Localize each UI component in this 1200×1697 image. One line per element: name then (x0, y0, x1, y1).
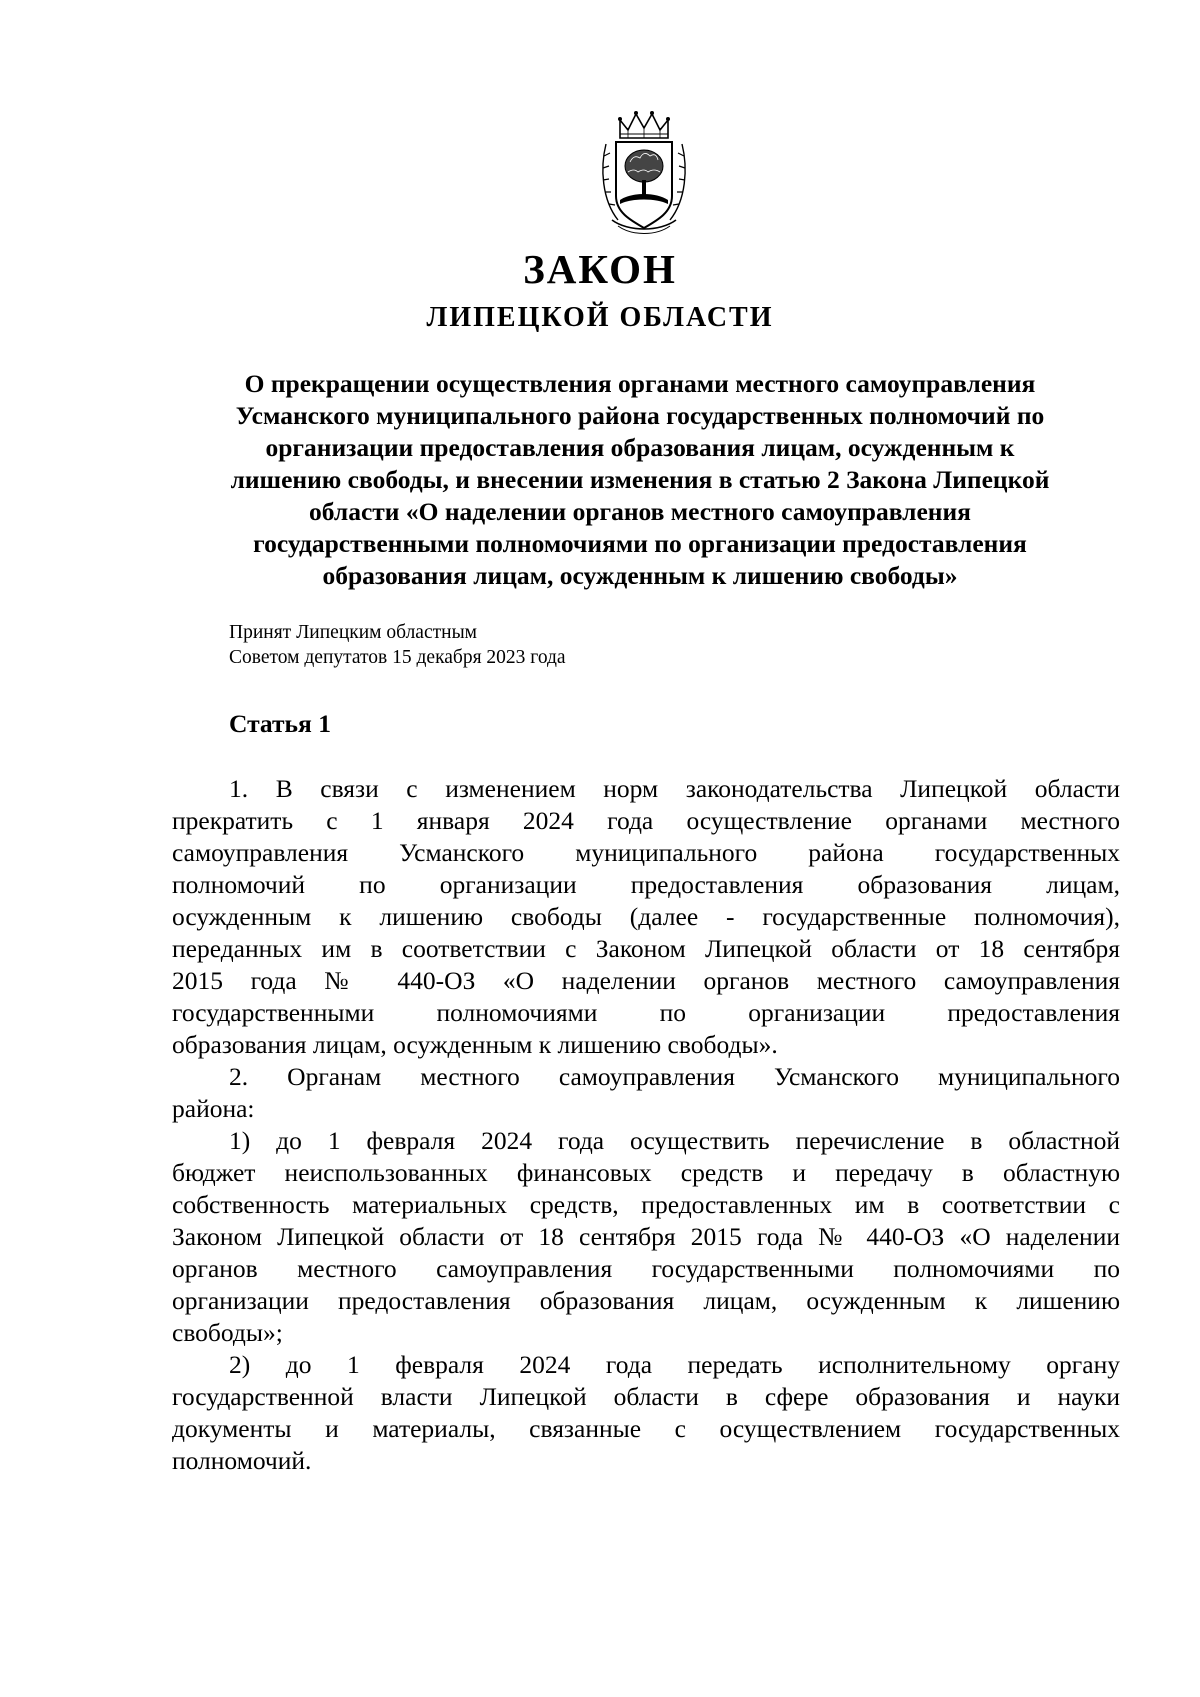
document-region: ЛИПЕЦКОЙ ОБЛАСТИ (426, 302, 774, 333)
law-name-line: лишению свободы, и внесении изменения в статью 2 Закона Липецкой (230, 465, 1050, 494)
law-name-line: О прекращении осуществления органами местного самоуправления (244, 369, 1036, 398)
paragraph-line: переданных им в соответствии с Законом Липецкой области от 18 сентября (172, 934, 1120, 963)
adoption-note-line: Советом депутатов 15 декабря 2023 года (229, 647, 566, 668)
paragraph-line: документы и материалы, связанные с осуществлением государственных (172, 1414, 1120, 1443)
paragraph-line: организации предоставления образования лицам, осужденным к лишению (172, 1286, 1120, 1315)
paragraph-line: Законом Липецкой области от 18 сентября 2015 года № 440-ОЗ «О наделении (172, 1222, 1120, 1251)
paragraph-line: 1) до 1 февраля 2024 года осуществить перечисление в областной (229, 1126, 1120, 1155)
law-name-line: области «О наделении органов местного самоуправления (309, 497, 971, 526)
paragraph-line: государственными полномочиями по организации предоставления (172, 998, 1120, 1027)
paragraph-line: прекратить с 1 января 2024 года осуществление органами местного (172, 806, 1120, 835)
law-name-line: образования лицам, осужденным к лишению свободы» (322, 561, 958, 590)
article-heading: Статья 1 (229, 709, 331, 738)
law-name-line: государственными полномочиями по организации предоставления (253, 529, 1027, 558)
coat-of-arms-emblem (598, 108, 690, 238)
paragraph-line: свободы»; (172, 1318, 283, 1347)
paragraph-line: собственность материальных средств, предоставленных им в соответствии с (172, 1190, 1120, 1219)
paragraph-line: района: (172, 1094, 255, 1123)
paragraph-line: органов местного самоуправления государственными полномочиями по (172, 1254, 1120, 1283)
adoption-note-line: Принят Липецким областным (229, 622, 478, 643)
paragraph-line: государственной власти Липецкой области в сфере образования и науки (172, 1382, 1120, 1411)
paragraph-line: 2) до 1 февраля 2024 года передать исполнительному органу (229, 1350, 1120, 1379)
law-name-line: Усманского муниципального района государственных полномочий по (235, 401, 1045, 430)
paragraph-line: 2. Органам местного самоуправления Усманского муниципального (229, 1062, 1120, 1091)
paragraph-line: образования лицам, осужденным к лишению свободы». (172, 1030, 778, 1059)
paragraph-line: полномочий. (172, 1446, 312, 1475)
article-body (172, 773, 1120, 1477)
paragraph-line: 2015 года № 440-ОЗ «О наделении органов местного самоуправления (172, 966, 1120, 995)
paragraph-line: самоуправления Усманского муниципального района государственных (172, 838, 1120, 867)
document-title: ЗАКОН (523, 246, 677, 292)
law-name (170, 368, 1110, 592)
adoption-note (229, 620, 566, 670)
paragraph-line: полномочий по организации предоставления образования лицам, (172, 870, 1120, 899)
paragraph-line: осужденным к лишению свободы (далее - государственные полномочия), (172, 902, 1120, 931)
paragraph-line: бюджет неиспользованных финансовых средств и передачу в областную (172, 1158, 1120, 1187)
law-name-line: организации предоставления образования лицам, осужденным к (265, 433, 1015, 462)
paragraph-line: 1. В связи с изменением норм законодательства Липецкой области (229, 774, 1120, 803)
coat-of-arms-icon (598, 108, 690, 238)
